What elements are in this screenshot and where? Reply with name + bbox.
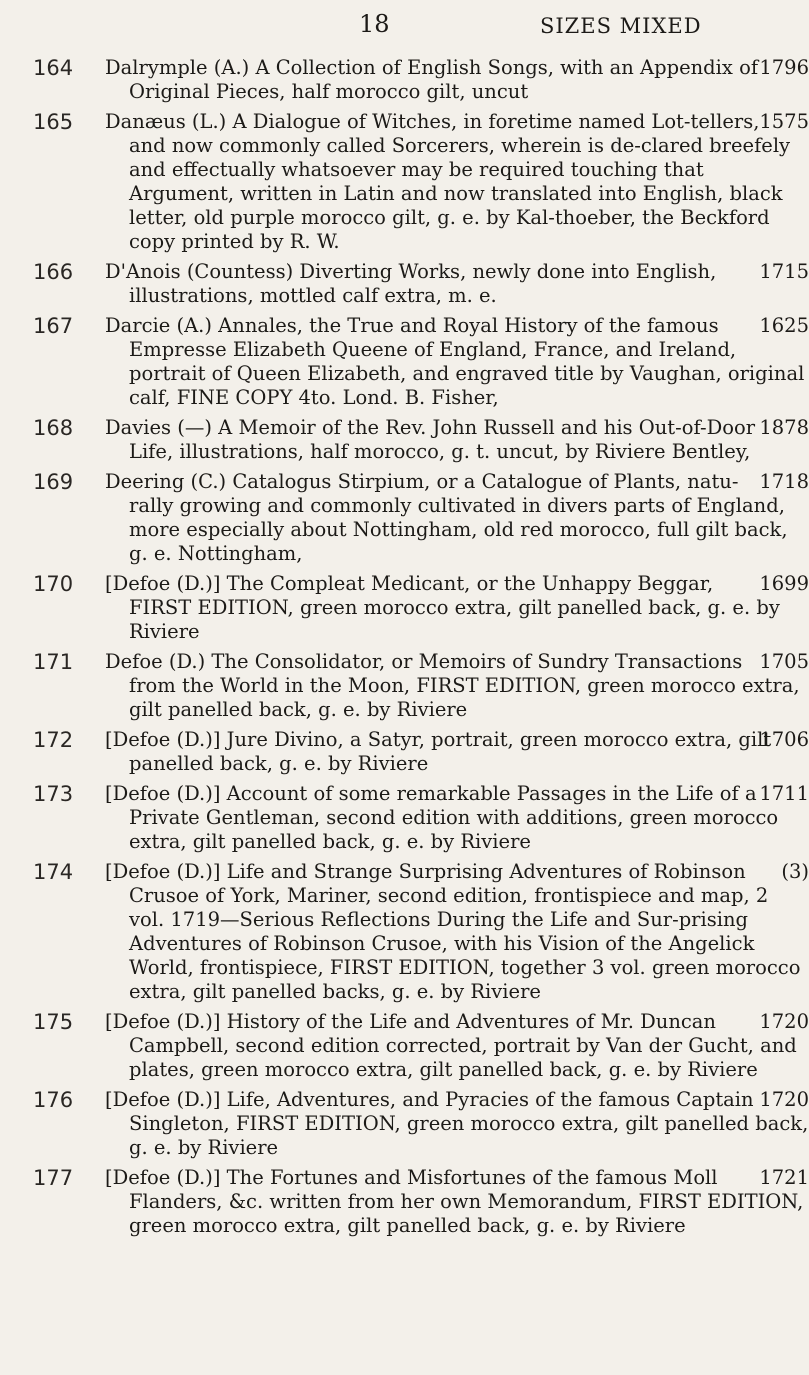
catalogue-entry	[0, 860, 809, 1004]
catalogue-entry	[0, 1166, 809, 1238]
entry-date: 1878	[759, 416, 809, 439]
entry-text: [Defoe (D.)] The Compleat Medicant, or the Unhappy Beggar, FIRST EDITION, green morocco extra, gilt panelled back, g. e. by Riviere	[105, 572, 780, 643]
lot-number: 168	[33, 416, 74, 440]
entry-text: Darcie (A.) Annales, the True and Royal History of the famous Empresse Elizabeth Queene of England, France, and Ireland, portrait of Queen Elizabeth, and engraved title by Vaughan, original calf, FINE COPY 4to. Lond. B. Fisher,	[105, 314, 805, 409]
lot-number: 167	[33, 314, 74, 338]
lot-number: 170	[33, 572, 74, 596]
entry-text: [Defoe (D.)] History of the Life and Adventures of Mr. Duncan Campbell, second edition corrected, portrait by Van der Gucht, and plates, green morocco extra, gilt panelled back, g. e. by Riviere	[105, 1010, 797, 1081]
catalogue-entry	[0, 1088, 809, 1160]
entry-text: [Defoe (D.)] Account of some remarkable Passages in the Life of a Private Gentleman, second edition with additions, green morocco extra, gilt panelled back, g. e. by Riviere	[105, 782, 779, 853]
entry-date: 1718	[759, 470, 809, 493]
entry-date: 1625	[759, 314, 809, 337]
entry-date: 1699	[759, 572, 809, 595]
entry-date: 1796	[759, 56, 809, 79]
lot-number: 175	[33, 1010, 74, 1034]
catalogue-entry	[0, 110, 809, 254]
entry-date: 1706	[759, 728, 809, 751]
catalogue-entry	[0, 1010, 809, 1082]
catalogue-entry	[0, 572, 809, 644]
entry-text: [Defoe (D.)] Life, Adventures, and Pyracies of the famous Captain Singleton, FIRST EDITION, green morocco extra, gilt panelled back, g. e. by Riviere	[105, 1088, 809, 1159]
catalogue-entry	[0, 314, 809, 410]
catalogue-entry	[0, 416, 809, 464]
entry-text: Dalrymple (A.) A Collection of English Songs, with an Appendix of Original Pieces, half morocco gilt, uncut	[105, 56, 759, 103]
entry-text: Davies (—) A Memoir of the Rev. John Russell and his Out-of-Door Life, illustrations, half morocco, g. t. uncut, by Riviere Bentley,	[105, 416, 756, 463]
lot-number: 174	[33, 860, 74, 884]
entry-text: D'Anois (Countess) Diverting Works, newly done into English, illustrations, mottled calf extra, m. e.	[105, 260, 717, 307]
lot-number: 176	[33, 1088, 74, 1112]
catalogue-entry	[0, 260, 809, 308]
entry-date: (3)	[781, 860, 809, 883]
entry-text: Deering (C.) Catalogus Stirpium, or a Catalogue of Plants, natu-rally growing and commonly cultivated in divers parts of England, more especially about Nottingham, old red morocco, full gilt back, g. e. Nottingham,	[105, 470, 788, 565]
lot-number: 171	[33, 650, 74, 674]
lot-number: 177	[33, 1166, 74, 1190]
page-number: 18	[359, 10, 390, 38]
lot-number: 164	[33, 56, 74, 80]
lot-number: 172	[33, 728, 74, 752]
entry-text: [Defoe (D.)] Life and Strange Surprising Adventures of Robinson Crusoe of York, Mariner, second edition, frontispiece and map, 2 vol. 1719—Serious Reflections During the Life and Sur-prising Adventures of Robinson Crusoe, with his Vision of the Angelick World, frontispiece, FIRST EDITION, together 3 vol. green morocco extra, gilt panelled backs, g. e. by Riviere	[105, 860, 801, 1003]
catalogue-entry	[0, 650, 809, 722]
running-head: SIZES MIXED	[540, 14, 702, 38]
lot-number: 173	[33, 782, 74, 806]
catalogue-entry	[0, 782, 809, 854]
catalogue-entry	[0, 470, 809, 566]
catalogue-entry	[0, 728, 809, 776]
entry-date: 1705	[759, 650, 809, 673]
entry-date: 1720	[759, 1010, 809, 1033]
entry-date: 1575	[759, 110, 809, 133]
entry-date: 1711	[759, 782, 809, 805]
entry-date: 1720	[759, 1088, 809, 1111]
lot-number: 169	[33, 470, 74, 494]
entry-text: Defoe (D.) The Consolidator, or Memoirs of Sundry Transactions from the World in the Moon, FIRST EDITION, green morocco extra, gilt panelled back, g. e. by Riviere	[105, 650, 800, 721]
entry-date: 1721	[759, 1166, 809, 1189]
lot-number: 166	[33, 260, 74, 284]
lot-number: 165	[33, 110, 74, 134]
entry-text: Danæus (L.) A Dialogue of Witches, in foretime named Lot-tellers, and now commonly called Sorcerers, wherein is de-clared breefely and effectually whatsoever may be required touching that Argument, written in Latin and now translated into English, black letter, old purple morocco gilt, g. e. by Kal-thoeber, the Beckford copy printed by R. W.	[105, 110, 791, 253]
entry-text: [Defoe (D.)] Jure Divino, a Satyr, portrait, green morocco extra, gilt panelled back, g. e. by Riviere	[105, 728, 772, 775]
entry-list	[0, 56, 809, 1244]
entry-text: [Defoe (D.)] The Fortunes and Misfortunes of the famous Moll Flanders, &c. written from her own Memorandum, FIRST EDITION, green morocco extra, gilt panelled back, g. e. by Riviere	[105, 1166, 804, 1237]
entry-date: 1715	[759, 260, 809, 283]
page-header	[0, 10, 801, 40]
catalogue-entry	[0, 56, 809, 104]
